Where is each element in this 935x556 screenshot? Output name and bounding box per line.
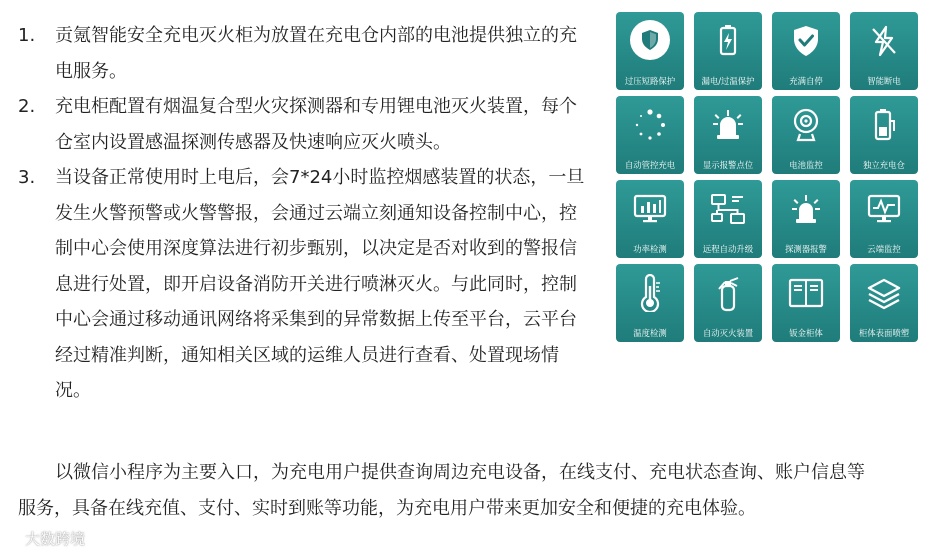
feature-label: 云端监控 bbox=[867, 244, 901, 254]
feature-label: 独立充电仓 bbox=[863, 160, 905, 170]
feature-label: 钣金柜体 bbox=[789, 328, 823, 338]
feature-tile bbox=[850, 180, 918, 258]
feature-tile bbox=[772, 96, 840, 174]
feature-tile bbox=[616, 264, 684, 342]
extinguisher-icon bbox=[694, 270, 762, 316]
list-item-text: 充电柜配置有烟温复合型火灾探测器和专用锂电池灭火装置，每个仓室内设置感温探测传感器及快速响应灭火喷头。 bbox=[55, 96, 577, 153]
feature-label: 自动管控充电 bbox=[624, 160, 676, 170]
watermark-logo-icon bbox=[2, 531, 22, 547]
feature-tile bbox=[616, 12, 684, 90]
webcam-icon bbox=[772, 102, 840, 148]
battery-charge-icon bbox=[694, 18, 762, 64]
list-item bbox=[18, 160, 593, 409]
feature-tile bbox=[850, 12, 918, 90]
list-item-text: 贡氪智能安全充电灭火柜为放置在充电仓内部的电池提供独立的充电服务。 bbox=[55, 25, 577, 82]
list-item bbox=[18, 18, 593, 89]
network-icon bbox=[694, 186, 762, 232]
feature-label: 探测器报警 bbox=[785, 244, 827, 254]
feature-list bbox=[18, 18, 593, 409]
feature-label: 电池监控 bbox=[789, 160, 823, 170]
watermark bbox=[2, 528, 85, 549]
feature-tile bbox=[772, 264, 840, 342]
feature-label: 漏电/过温保护 bbox=[701, 76, 755, 86]
feature-label: 智能断电 bbox=[867, 76, 901, 86]
feature-tile bbox=[616, 96, 684, 174]
siren-icon bbox=[772, 186, 840, 232]
layers-icon bbox=[850, 270, 918, 316]
feature-label: 温度检测 bbox=[633, 328, 667, 338]
feature-label: 自动灭火装置 bbox=[702, 328, 754, 338]
cabinet-icon bbox=[772, 270, 840, 316]
monitor-chart-icon bbox=[616, 186, 684, 232]
feature-label: 功率检测 bbox=[633, 244, 667, 254]
feature-tile bbox=[694, 180, 762, 258]
feature-label: 远程自动升级 bbox=[702, 244, 754, 254]
list-number: 3. bbox=[18, 167, 36, 188]
pulse-monitor-icon bbox=[850, 186, 918, 232]
check-shield-icon bbox=[772, 18, 840, 64]
feature-label: 充满自停 bbox=[789, 76, 823, 86]
feature-tile bbox=[616, 180, 684, 258]
feature-tile bbox=[694, 12, 762, 90]
alarm-light-icon bbox=[694, 102, 762, 148]
battery-icon bbox=[850, 102, 918, 148]
feature-tile bbox=[850, 264, 918, 342]
feature-label: 显示报警点位 bbox=[702, 160, 754, 170]
thermometer-icon bbox=[616, 270, 684, 316]
power-off-icon bbox=[850, 18, 918, 64]
list-number: 1. bbox=[18, 25, 36, 46]
watermark-text: 大数跨境 bbox=[25, 530, 86, 548]
feature-label: 柜体表面喷塑 bbox=[858, 328, 910, 338]
feature-tile bbox=[694, 264, 762, 342]
list-item bbox=[18, 89, 593, 160]
feature-tile bbox=[772, 180, 840, 258]
feature-tile bbox=[772, 12, 840, 90]
feature-label: 过压短路保护 bbox=[624, 76, 676, 86]
list-number: 2. bbox=[18, 96, 36, 117]
feature-tile bbox=[694, 96, 762, 174]
intro-paragraph: 以微信小程序为主要入口，为充电用户提供查询周边充电设备，在线支付、充电状态查询、账户信息等服务，具备在线充值、支付、实时到账等功能，为充电用户带来更加安全和便捷的充电体验。 bbox=[18, 462, 865, 519]
list-item-text: 当设备正常使用时上电后，会7*24小时监控烟感装置的状态，一旦发生火警预警或火警警报，会通过云端立刻通知设备控制中心，控制中心会使用深度算法进行初步甄别，以决定是否对收到的警报信息进行处置，即开启设备消防开关进行喷淋灭火。与此同时，控制中心会通过移动通讯网络将采集到的异常数据上传至平台，云平台经过精准判断，通知相关区域的运维人员进行查看、处置现场情况。 bbox=[55, 167, 585, 401]
spinner-icon bbox=[616, 102, 684, 148]
feature-tile bbox=[850, 96, 918, 174]
shield-icon bbox=[630, 20, 670, 60]
